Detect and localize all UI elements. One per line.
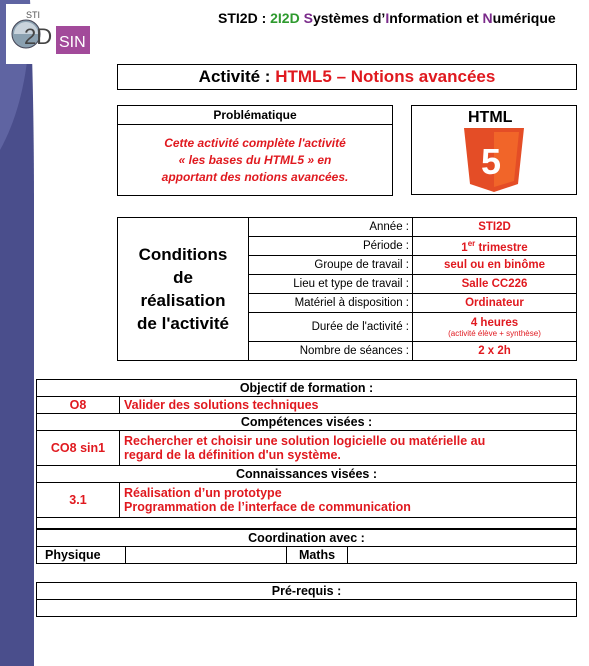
problematique-table [117, 105, 393, 196]
objectif-text: Valider des solutions techniques [120, 397, 577, 414]
objectives-table [36, 379, 577, 529]
header-s: S [303, 10, 313, 26]
logo-top-text: STI [26, 10, 41, 20]
conditions-label-line4: de l'activité [137, 314, 229, 333]
condition-key-seances: Nombre de séances : [249, 342, 413, 361]
condition-value-lieu: Salle CC226 [413, 275, 577, 294]
condition-value-groupe: seul ou en binôme [413, 256, 577, 275]
connaissances-line1: Réalisation d’un prototype [124, 486, 282, 500]
condition-value-periode [413, 237, 577, 256]
problematique-line3: apportant des notions avancées. [161, 169, 349, 184]
problematique-line2: « les bases du HTML5 » en [178, 152, 332, 167]
logo-badge-text: SIN [59, 34, 86, 51]
activity-title [117, 64, 577, 90]
problematique-text [118, 125, 393, 196]
competences-code: CO8 sin1 [37, 431, 120, 466]
header-n-rest: umérique [492, 10, 556, 26]
html5-logo-badge: 5 [481, 141, 502, 182]
duree-value: 4 heures [470, 316, 519, 329]
condition-value-seances: 2 x 2h [413, 342, 577, 361]
connaissances-code: 3.1 [37, 483, 120, 518]
header-i: I [385, 10, 390, 26]
periode-main: 1 [461, 241, 468, 254]
header-title [218, 10, 556, 26]
condition-key-annee: Année : [249, 218, 413, 237]
header-i2d: 2I2D [270, 10, 304, 26]
left-decorative-band [0, 0, 40, 666]
condition-key-duree: Durée de l'activité : [249, 313, 413, 342]
activity-title-prefix: Activité : [198, 67, 276, 86]
condition-key-groupe: Groupe de travail : [249, 256, 413, 275]
conditions-label [118, 218, 249, 361]
activity-title-name: HTML5 – Notions avancées [275, 67, 496, 86]
objectif-heading: Objectif de formation : [37, 380, 577, 397]
html5-logo-text: HTML [468, 109, 513, 126]
coordination-subject-physique: Physique [37, 547, 126, 564]
prerequis-heading: Pré-requis : [37, 583, 577, 600]
connaissances-line2: Programmation de l’interface de communication [124, 500, 411, 514]
condition-key-periode: Période : [249, 237, 413, 256]
conditions-label-line2: de [173, 268, 193, 287]
header-s-rest: ystèmes d’ [312, 10, 386, 26]
periode-sup: er [467, 238, 476, 248]
header-n: N [482, 10, 493, 26]
connaissances-heading: Connaissances visées : [37, 466, 577, 483]
coordination-subject-maths: Maths [287, 547, 348, 564]
conditions-label-line3: réalisation [140, 291, 226, 310]
html5-logo [412, 106, 576, 194]
coordination-table [36, 529, 577, 564]
competences-heading: Compétences visées : [37, 414, 577, 431]
prerequis-content [37, 600, 577, 617]
coordination-cell-empty1 [126, 547, 287, 564]
condition-value-materiel: Ordinateur [413, 294, 577, 313]
html5-logo-box [411, 105, 577, 195]
objectives-spacer [37, 518, 577, 529]
prerequis-table [36, 582, 577, 617]
conditions-label-line1: Conditions [138, 245, 228, 264]
problematique-line1: Cette activité complète l'activité [164, 135, 346, 150]
conditions-table [117, 217, 577, 361]
duree-detail: (activité élève + synthèse) [448, 328, 541, 338]
competences-line1: Rechercher et choisir une solution logicielle ou matérielle au [124, 434, 486, 448]
problematique-heading: Problématique [118, 106, 393, 125]
coordination-heading: Coordination avec : [37, 530, 577, 547]
header-i-rest: nformation et [389, 10, 483, 26]
periode-rest: trimestre [475, 241, 528, 254]
objectif-code: O8 [37, 397, 120, 414]
header-prefix: STI2D : [218, 10, 271, 26]
competences-text [120, 431, 577, 466]
coordination-cell-empty2 [348, 547, 577, 564]
connaissances-text [120, 483, 577, 518]
logo-main-text: 2D [24, 24, 53, 49]
competences-line2: regard de la définition d'un système. [124, 448, 341, 462]
condition-key-lieu: Lieu et type de travail : [249, 275, 413, 294]
condition-key-materiel: Matériel à disposition : [249, 294, 413, 313]
condition-value-duree [413, 313, 577, 342]
condition-value-annee: STI2D [413, 218, 577, 237]
sti2d-sin-logo [6, 4, 92, 64]
